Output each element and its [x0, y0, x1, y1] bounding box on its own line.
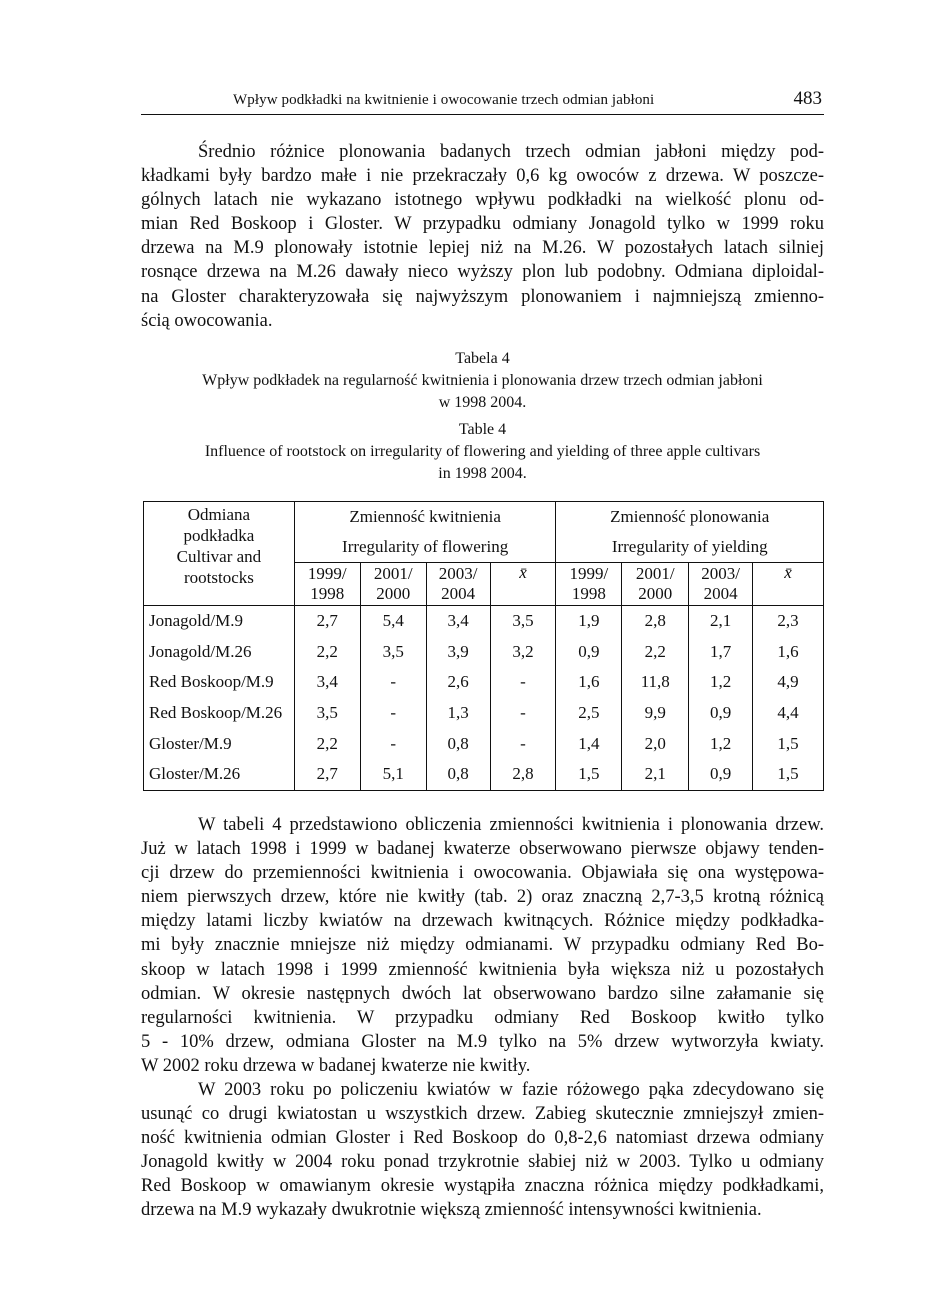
- table-label-en: Table 4: [458, 421, 507, 438]
- period-header-line: 1998: [310, 584, 345, 603]
- table-cell: 1,2: [689, 667, 753, 698]
- table-row: [144, 637, 824, 668]
- table-cell: -: [490, 698, 556, 729]
- table-cell: -: [360, 667, 426, 698]
- table-row: [144, 728, 824, 759]
- group-header-flowering-en: Irregularity of flowering: [294, 532, 556, 563]
- text-line: drzewa na M.9 wykazały dwukrotnie większą zmienność intensywności kwitnienia.: [141, 1200, 762, 1221]
- table-cell: 1,6: [556, 667, 622, 698]
- text-line: W tabeli 4 przedstawiono obliczenia zmienności kwitnienia i plonowania drzew.: [198, 815, 824, 835]
- period-header: [426, 563, 490, 606]
- text-line: gólnych latach nie wykazano istotnego wpływu podkładki na wielkość plonu od-: [141, 190, 824, 211]
- table-caption-en: [141, 419, 824, 485]
- table-cell: 2,3: [753, 606, 824, 637]
- table-cell: 4,4: [753, 698, 824, 729]
- table-cell: -: [490, 667, 556, 698]
- table-row: [144, 606, 824, 637]
- period-header-line: 2000: [376, 584, 411, 603]
- text-line: regularności kwitnienia. W przypadku odmiany Red Boskoop kwitło tylko: [141, 1007, 824, 1028]
- period-header: [689, 563, 753, 606]
- table-cell: 0,8: [426, 759, 490, 790]
- table-cell: 3,5: [490, 606, 556, 637]
- table-cell: 2,0: [622, 728, 689, 759]
- text-line: 5 - 10% drzew, odmiana Gloster na M.9 tylko na 5% drzew wytworzyła kwiaty.: [141, 1031, 824, 1052]
- table-cell: 1,2: [689, 728, 753, 759]
- table-row: [144, 698, 824, 729]
- paragraph-1: [141, 140, 824, 333]
- table-title-pl-years: w 1998 2004.: [438, 394, 527, 411]
- table-cell: 1,5: [753, 728, 824, 759]
- stub-header-line: Odmiana: [187, 505, 251, 524]
- text-line: ność kwitnienia odmian Gloster i Red Boskoop do 0,8-2,6 natomiast drzewa odmiany: [141, 1128, 824, 1149]
- table-cell: 9,9: [622, 698, 689, 729]
- table-cell: 2,7: [294, 606, 360, 637]
- table-row: [144, 759, 824, 790]
- table-cell: 2,7: [294, 759, 360, 790]
- page-number: 483: [793, 88, 822, 109]
- text-line: mi były znacznie mniejsze niż między odmianami. W przypadku odmiany Red Bo-: [141, 935, 824, 956]
- table-cell: 3,9: [426, 637, 490, 668]
- table-cell: 1,5: [753, 759, 824, 790]
- period-header-line: 2003/: [438, 564, 478, 583]
- group-header-yielding-en: Irregularity of yielding: [556, 532, 824, 563]
- table-title-en-years: in 1998 2004.: [438, 465, 527, 482]
- text-line: na Gloster charakteryzowała się najwyższym plonowaniem i najmniejszą zmienno-: [141, 286, 824, 307]
- text-line: mian Red Boskoop i Gloster. W przypadku odmiany Jonagold tylko w 1999 roku: [141, 214, 824, 235]
- table-cell: 2,6: [426, 667, 490, 698]
- stub-header: [144, 502, 295, 606]
- running-header: [141, 88, 824, 115]
- table-cell: 11,8: [622, 667, 689, 698]
- text-line: Średnio różnice plonowania badanych trzech odmian jabłoni między pod-: [198, 142, 824, 162]
- mean-header: [753, 563, 824, 606]
- text-line: odmian. W okresie następnych dwóch lat obserwowano bardzo silne załamanie się: [141, 983, 824, 1004]
- text-line: W 2002 roku drzewa w badanej kwaterze nie kwitły.: [141, 1055, 531, 1076]
- text-line: cji drzew do przemienności kwitnienia i owocowania. Objawiała się ona występowa-: [141, 863, 824, 884]
- period-header-line: 1998: [571, 584, 606, 603]
- table-cell: 4,9: [753, 667, 824, 698]
- table-cell: 1,3: [426, 698, 490, 729]
- table-cell: 3,5: [360, 637, 426, 668]
- table-cell: 3,4: [294, 667, 360, 698]
- text-line: Red Boskoop w omawianym okresie wystąpiła znaczna różnica między podkładkami,: [141, 1176, 824, 1197]
- text-line: rosnące drzewa na M.26 dawały nieco wyższy plon lub podobny. Odmiana diploidal-: [141, 262, 824, 283]
- period-header-line: 2004: [703, 584, 738, 603]
- table-row: [144, 667, 824, 698]
- table-cell: 2,2: [622, 637, 689, 668]
- period-header-line: 2001/: [635, 564, 675, 583]
- row-label: Red Boskoop/M.26: [144, 698, 295, 729]
- period-header-line: 2003/: [701, 564, 741, 583]
- period-header: [556, 563, 622, 606]
- table-cell: 2,1: [622, 759, 689, 790]
- row-label: Gloster/M.26: [144, 759, 295, 790]
- stub-header-line: rootstocks: [183, 568, 254, 587]
- text-line: W 2003 roku po policzeniu kwiatów w fazie różowego pąka zdecydowano się: [198, 1080, 824, 1100]
- text-line: między latami liczby kwiatów na drzewach kwitnących. Różnice między podkładka-: [141, 911, 824, 932]
- table-cell: 1,9: [556, 606, 622, 637]
- period-header: [622, 563, 689, 606]
- stub-header-line: Cultivar and: [176, 547, 262, 566]
- table-cell: 2,2: [294, 728, 360, 759]
- row-label: Jonagold/M.26: [144, 637, 295, 668]
- table-cell: -: [360, 728, 426, 759]
- table-cell: 1,5: [556, 759, 622, 790]
- group-header-yielding-pl: Zmienność plonowania: [556, 502, 824, 533]
- table-cell: 3,4: [426, 606, 490, 637]
- table-cell: -: [490, 728, 556, 759]
- text-line: Już w latach 1998 i 1999 w badanej kwaterze obserwowano pierwsze objawy tenden-: [141, 839, 824, 860]
- table-cell: -: [360, 698, 426, 729]
- period-header: [360, 563, 426, 606]
- table-cell: 1,4: [556, 728, 622, 759]
- table-cell: 1,6: [753, 637, 824, 668]
- mean-symbol: x̄: [784, 563, 792, 582]
- table-label-pl: Tabela 4: [455, 350, 510, 367]
- table-cell: 2,8: [490, 759, 556, 790]
- table-title-pl: Wpływ podkładek na regularność kwitnienia i plonowania drzew trzech odmian jabłoni: [202, 372, 763, 389]
- table-caption-pl: [141, 348, 824, 414]
- text-line: ścią owocowania.: [141, 310, 273, 331]
- period-header-line: 1999/: [307, 564, 347, 583]
- data-table: [143, 501, 824, 791]
- row-label: Red Boskoop/M.9: [144, 667, 295, 698]
- mean-symbol: x̄: [519, 563, 527, 582]
- period-header: [294, 563, 360, 606]
- text-line: kładkami były bardzo małe i nie przekraczały 0,6 kg owoców z drzewa. W poszcze-: [141, 166, 824, 187]
- mean-header: [490, 563, 556, 606]
- paragraph-2: [141, 813, 824, 1078]
- table-cell: 3,5: [294, 698, 360, 729]
- running-title: Wpływ podkładki na kwitnienie i owocowanie trzech odmian jabłoni: [233, 92, 655, 108]
- text-line: skoop w latach 1998 i 1999 zmienność kwitnienia była większa niż u pozostałych: [141, 959, 824, 980]
- table-cell: 5,4: [360, 606, 426, 637]
- table-cell: 2,2: [294, 637, 360, 668]
- table-cell: 1,7: [689, 637, 753, 668]
- table-title-en: Influence of rootstock on irregularity of flowering and yielding of three apple cultivars: [204, 443, 761, 460]
- period-header-line: 2000: [638, 584, 673, 603]
- table-cell: 3,2: [490, 637, 556, 668]
- text-line: usunąć co drugi kwiatostan u wszystkich drzew. Zabieg skutecznie zmniejszył zmien-: [141, 1104, 824, 1125]
- table-cell: 5,1: [360, 759, 426, 790]
- period-header-line: 2001/: [373, 564, 413, 583]
- table-cell: 2,1: [689, 606, 753, 637]
- period-header-line: 2004: [441, 584, 476, 603]
- table-cell: 2,5: [556, 698, 622, 729]
- row-label: Jonagold/M.9: [144, 606, 295, 637]
- period-header-line: 1999/: [569, 564, 609, 583]
- table-cell: 0,9: [689, 698, 753, 729]
- group-header-flowering-pl: Zmienność kwitnienia: [294, 502, 556, 533]
- paragraph-3: [141, 1078, 824, 1223]
- stub-header-line: podkładka: [183, 526, 255, 545]
- text-line: Jonagold kwitły w 2004 roku ponad trzykrotnie słabiej niż w 2003. Tylko u odmiany: [141, 1152, 824, 1173]
- text-line: drzewa na M.9 plonowały istotnie lepiej niż na M.26. W pozostałych latach silniej: [141, 238, 824, 259]
- table-cell: 0,9: [556, 637, 622, 668]
- table-body: [144, 606, 824, 791]
- row-label: Gloster/M.9: [144, 728, 295, 759]
- table-cell: 2,8: [622, 606, 689, 637]
- table-cell: 0,9: [689, 759, 753, 790]
- table-cell: 0,8: [426, 728, 490, 759]
- text-line: niem pierwszych drzew, które nie kwitły (tab. 2) oraz znaczną 2,7-3,5 krotną różnicą: [141, 887, 824, 908]
